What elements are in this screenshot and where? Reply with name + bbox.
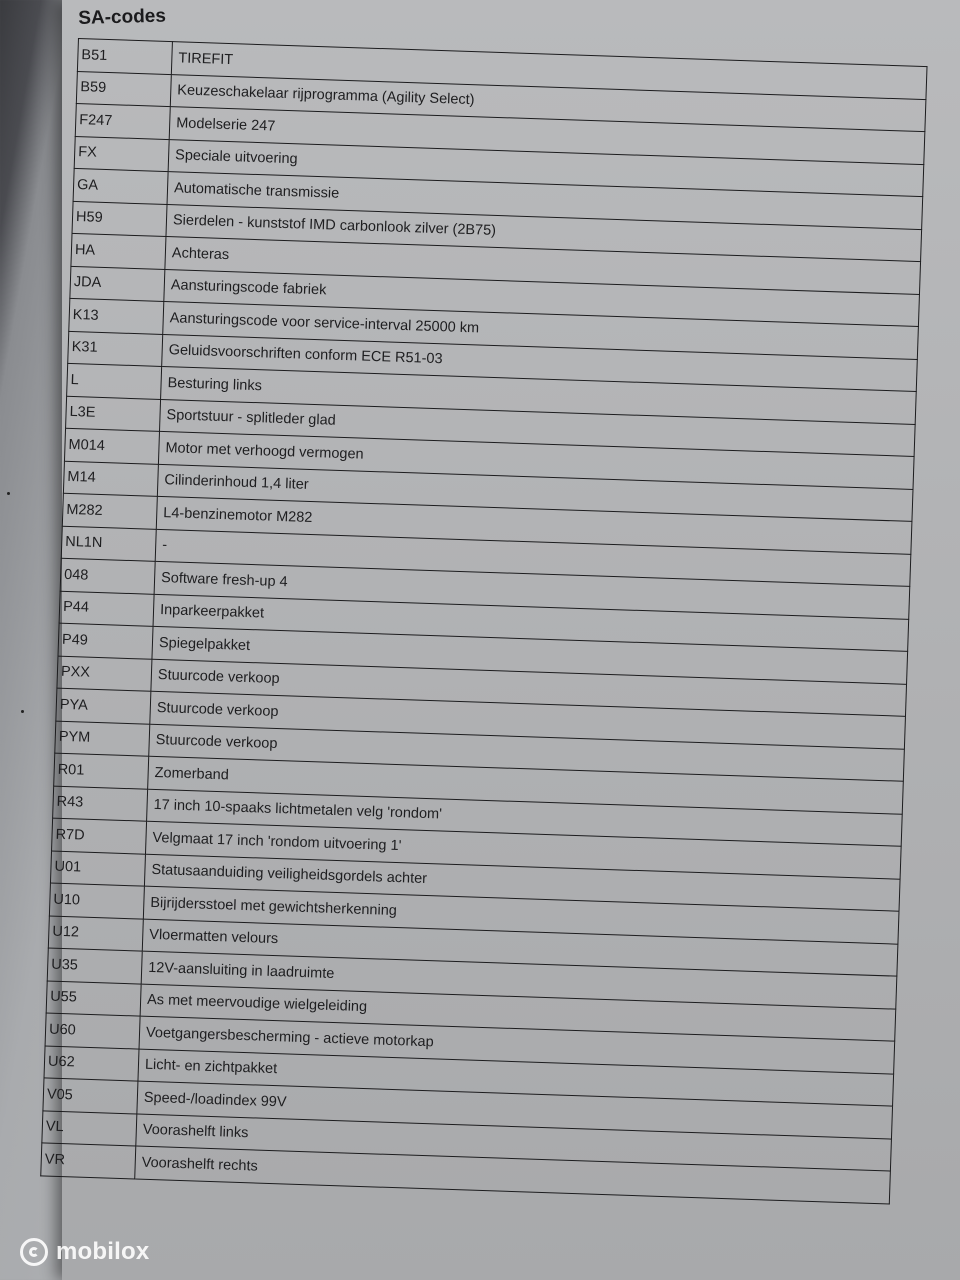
sa-description-cell: Modelserie 247 bbox=[169, 107, 925, 165]
sa-description-cell: Cilinderinhoud 1,4 liter bbox=[157, 464, 913, 522]
sa-description-cell: Keuzeschakelaar rijprogramma (Agility Select) bbox=[170, 74, 926, 132]
sa-code-cell: GA bbox=[73, 168, 168, 204]
paper-speck bbox=[21, 710, 24, 713]
sa-code-cell: F247 bbox=[75, 103, 170, 139]
sa-code-cell: M282 bbox=[62, 493, 157, 529]
sa-code-cell: P44 bbox=[59, 591, 154, 627]
sa-description-cell: Motor met verhoogd vermogen bbox=[158, 431, 914, 489]
sa-code-cell: K13 bbox=[69, 298, 164, 334]
sa-description-cell: Software fresh-up 4 bbox=[154, 561, 910, 619]
page-title: SA-codes bbox=[78, 5, 167, 29]
watermark-text: mobilox bbox=[56, 1238, 150, 1265]
sa-code-cell: U12 bbox=[48, 916, 143, 952]
mobilox-logo-icon bbox=[20, 1238, 48, 1266]
sa-description-cell: Bijrijdersstoel met gewichtsherkenning bbox=[143, 886, 899, 944]
sa-description-cell: Sierdelen - kunststof IMD carbonlook zilver (2B75) bbox=[166, 204, 922, 262]
sa-code-cell: L3E bbox=[66, 396, 161, 432]
sa-codes-table bbox=[40, 38, 927, 1204]
sa-description-cell: Automatische transmissie bbox=[167, 172, 923, 230]
sa-code-cell: B59 bbox=[76, 71, 171, 107]
sa-description-cell: L4-benzinemotor M282 bbox=[156, 496, 912, 554]
sa-description-cell: Voetgangersbescherming - actieve motorkap bbox=[139, 1016, 895, 1074]
sa-description-cell: Vloermatten velours bbox=[142, 919, 898, 977]
sa-description-cell: TIREFIT bbox=[171, 42, 927, 100]
sa-code-cell: VL bbox=[42, 1110, 137, 1146]
sa-code-cell: K31 bbox=[68, 331, 163, 367]
sa-description-cell: Voorashelft rechts bbox=[135, 1146, 891, 1204]
sa-description-cell: Licht- en zichtpakket bbox=[138, 1049, 894, 1107]
sa-description-cell: Velgmaat 17 inch 'rondom uitvoering 1' bbox=[145, 821, 901, 879]
sa-description-cell: Voorashelft links bbox=[136, 1114, 892, 1172]
sa-description-cell: Speciale uitvoering bbox=[168, 139, 924, 197]
sa-description-cell: Zomerband bbox=[148, 756, 904, 814]
sa-code-cell: U01 bbox=[50, 851, 145, 887]
sa-code-cell: P49 bbox=[58, 623, 153, 659]
sa-code-cell: V05 bbox=[43, 1078, 138, 1114]
sa-codes-table-wrapper bbox=[40, 38, 927, 1204]
sa-description-cell: Spiegelpakket bbox=[152, 626, 908, 684]
sa-code-cell: R7D bbox=[52, 818, 147, 854]
sa-code-cell: PXX bbox=[57, 656, 152, 692]
sa-description-cell: Aansturingscode fabriek bbox=[164, 269, 920, 327]
sa-code-cell: PYM bbox=[55, 721, 150, 757]
sa-description-cell: - bbox=[155, 529, 911, 587]
sa-code-cell: U60 bbox=[45, 1013, 140, 1049]
sa-code-cell: FX bbox=[74, 136, 169, 172]
watermark bbox=[20, 1232, 149, 1272]
sa-description-cell: Aansturingscode voor service-interval 25000 km bbox=[163, 301, 919, 359]
sa-code-cell: M014 bbox=[64, 428, 159, 464]
sa-code-cell: B51 bbox=[77, 39, 172, 75]
sa-code-cell: R43 bbox=[53, 786, 148, 822]
sa-description-cell: Achteras bbox=[165, 237, 921, 295]
sa-code-cell: JDA bbox=[70, 266, 165, 302]
sa-description-cell: Statusaanduiding veiligheidsgordels achter bbox=[144, 854, 900, 912]
sa-code-cell: 048 bbox=[60, 558, 155, 594]
sa-code-cell: U62 bbox=[44, 1045, 139, 1081]
sa-code-cell: M14 bbox=[63, 461, 158, 497]
sa-description-cell: Geluidsvoorschriften conform ECE R51-03 bbox=[162, 334, 918, 392]
sa-code-cell: U35 bbox=[47, 948, 142, 984]
sa-description-cell: Sportstuur - splitleder glad bbox=[160, 399, 916, 457]
sa-code-cell: U10 bbox=[49, 883, 144, 919]
sa-code-cell: VR bbox=[41, 1143, 136, 1179]
sa-description-cell: As met meervoudige wielgeleiding bbox=[140, 984, 896, 1042]
sa-code-cell: H59 bbox=[72, 201, 167, 237]
sa-description-cell: Besturing links bbox=[161, 366, 917, 424]
sa-code-cell: HA bbox=[71, 233, 166, 269]
sa-description-cell: Stuurcode verkoop bbox=[150, 691, 906, 749]
sa-description-cell: Speed-/loadindex 99V bbox=[137, 1081, 893, 1139]
sa-description-cell: 12V-aansluiting in laadruimte bbox=[141, 951, 897, 1009]
sa-code-cell: NL1N bbox=[61, 526, 156, 562]
sa-code-cell: R01 bbox=[54, 753, 149, 789]
sa-description-cell: Inparkeerpakket bbox=[153, 594, 909, 652]
sa-description-cell: 17 inch 10-spaaks lichtmetalen velg 'rondom' bbox=[147, 789, 903, 847]
paper-speck bbox=[7, 492, 10, 495]
sa-description-cell: Stuurcode verkoop bbox=[149, 724, 905, 782]
sa-code-cell: L bbox=[67, 363, 162, 399]
sa-code-cell: U55 bbox=[46, 980, 141, 1016]
sa-code-cell: PYA bbox=[56, 688, 151, 724]
sa-description-cell: Stuurcode verkoop bbox=[151, 659, 907, 717]
